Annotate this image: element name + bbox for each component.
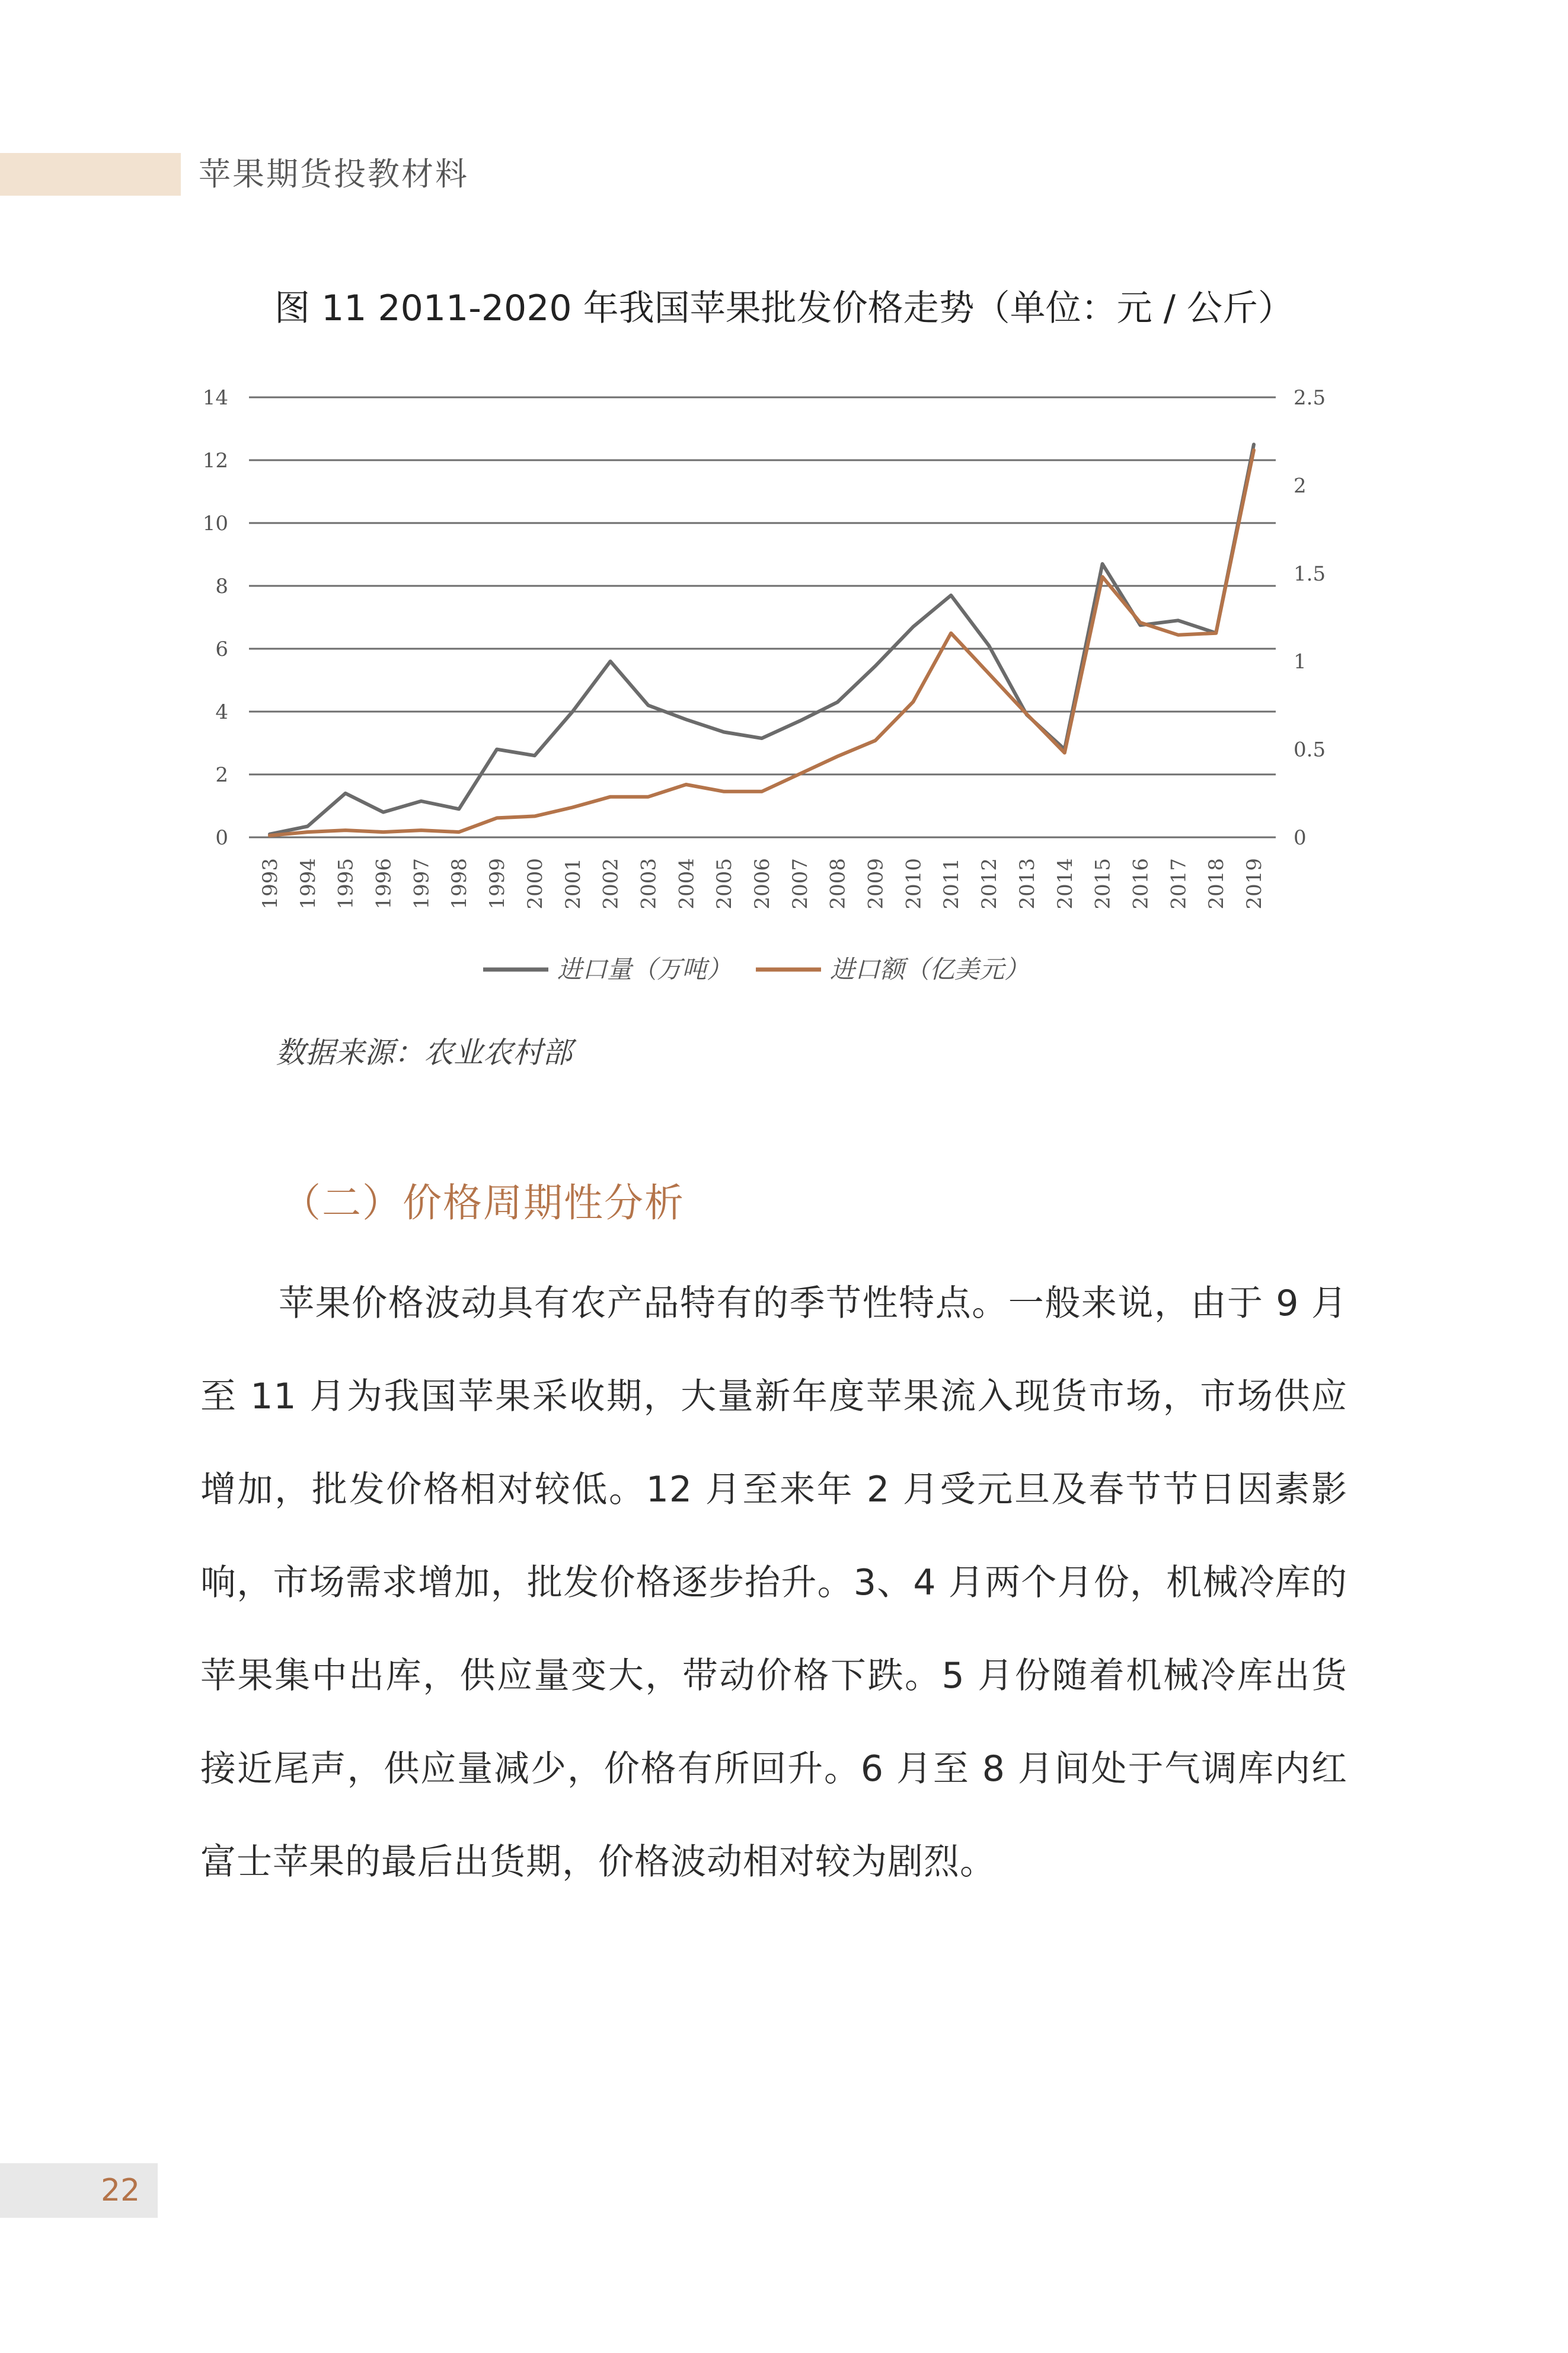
right-tick-label: 0.5 (1294, 738, 1326, 762)
right-tick-label: 2.5 (1294, 386, 1326, 410)
x-tick-label: 1997 (410, 858, 434, 910)
x-tick-label: 2018 (1205, 858, 1229, 910)
x-tick-label: 2006 (751, 858, 774, 910)
chart-legend (483, 955, 1029, 984)
x-tick-label: 2012 (978, 858, 1002, 910)
left-tick-label: 12 (202, 449, 228, 473)
left-tick-label: 6 (215, 637, 228, 661)
x-tick-label: 1999 (486, 858, 510, 910)
import-line-chart (0, 0, 1568, 1008)
x-tick-label: 1994 (296, 858, 320, 910)
section-body: 苹果价格波动具有农产品特有的季节性特点。一般来说，由于 9 月至 11 月为我国苹果采收期，大量新年度苹果流入现货市场，市场供应增加，批发价格相对较低。12 月至来年 2 月受元旦及春节节日因素影响，市场需求增加，批发价格逐步抬升。3、4 月两个月份，机械冷库的苹果集中出库，供应量变大，带动价格下跌。5 月份随着机械冷库出货接近尾声，供应量减少，价格有所回升。6 月至 8 月间处于气调库内红富士苹果的最后出货期，价格波动相对较为剧烈。 (200, 1283, 1347, 1883)
header-title: 苹果期货投教材料 (199, 155, 469, 193)
x-tick-label: 2019 (1243, 858, 1266, 910)
right-tick-label: 2 (1294, 474, 1307, 498)
x-tick-label: 2000 (523, 858, 547, 910)
legend-label: 进口量（万吨） (557, 955, 732, 984)
x-tick-label: 1995 (334, 858, 358, 910)
chart-series (270, 445, 1254, 836)
right-tick-label: 1.5 (1294, 562, 1326, 586)
page-number: 22 (101, 2173, 140, 2208)
x-tick-label: 2007 (788, 858, 812, 910)
x-tick-label: 1993 (258, 858, 282, 910)
x-tick-label: 2004 (675, 858, 699, 910)
left-tick-label: 8 (215, 575, 228, 598)
x-tick-label: 2003 (637, 858, 661, 910)
right-tick-label: 1 (1294, 650, 1307, 674)
legend-label: 进口额（亿美元） (830, 955, 1030, 984)
figure-caption: 图 11 2011-2020 年我国苹果批发价格走势（单位：元 / 公斤） (274, 288, 1294, 329)
x-tick-label: 2010 (902, 858, 926, 910)
x-tick-label: 2017 (1167, 858, 1191, 910)
series-line (270, 445, 1254, 834)
series-line (270, 450, 1254, 836)
left-axis-ticks (203, 386, 228, 850)
chart-grid (249, 397, 1276, 837)
x-tick-label: 2015 (1091, 858, 1115, 910)
x-tick-label: 2011 (940, 858, 964, 910)
left-tick-label: 4 (215, 700, 228, 724)
left-tick-label: 14 (202, 386, 228, 410)
x-tick-label: 1996 (372, 858, 396, 910)
right-tick-label: 0 (1294, 826, 1307, 850)
x-tick-label: 2009 (864, 858, 888, 910)
x-axis-ticks (258, 858, 1266, 910)
x-tick-label: 2008 (826, 858, 850, 910)
x-tick-label: 2014 (1053, 858, 1077, 910)
right-axis-ticks (1294, 386, 1326, 850)
left-tick-label: 2 (215, 763, 228, 787)
section-heading: （二）价格周期性分析 (282, 1180, 685, 1226)
x-tick-label: 2001 (561, 858, 585, 910)
x-tick-label: 1998 (448, 858, 472, 910)
figure-source: 数据来源：农业农村部 (276, 1035, 572, 1070)
x-tick-label: 2002 (599, 858, 623, 910)
x-tick-label: 2016 (1129, 858, 1153, 910)
x-tick-label: 2013 (1015, 858, 1039, 910)
left-tick-label: 0 (215, 826, 228, 850)
left-tick-label: 10 (202, 512, 228, 535)
x-tick-label: 2005 (713, 858, 737, 910)
